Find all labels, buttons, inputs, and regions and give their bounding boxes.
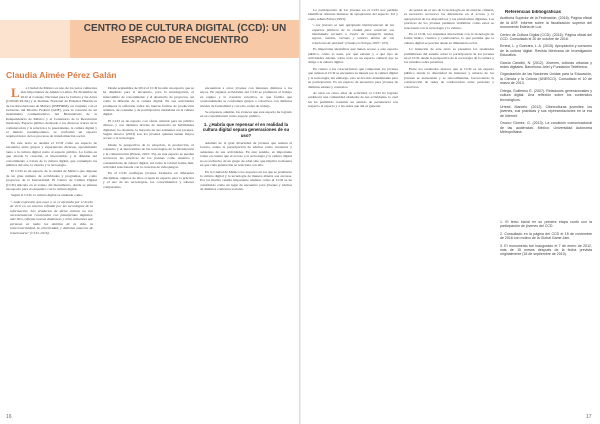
- page-number-left: 16: [6, 414, 12, 420]
- paragraph: Desde septiembre de 2012 el CCD ha sido un espacio que se ha diseñado para el encuentro, para la investigación, el intercambio de conocimiento y el desarrollo de proyectos, así como la difusión de la cultura digital. En sus actividades promueve la reflexión sobre las nuevas formas de producción artística, de consumo y de participación ciudadana en la cultura digital.: [103, 86, 194, 117]
- reference-entry: García Canclini, N. (2012). Jóvenes, culturas urbanas y redes digitales. Barcelona: Ariel y Fundación Telefónica.: [500, 60, 592, 70]
- reference-entry: Orozco Gómez, G. (2013). La condición comunicacional de las audiencias. México: Universidad Autónoma Metropolitana.: [500, 121, 592, 134]
- paragraph: Desde la perspectiva de la adopción, la producción, el consumo y el intercambio de las tecnologías de la información y la comunicación (Ernest, 2015: 35), en este espacio se pueden reconocer las prácticas de los jóvenes como usuarios y consumidores de cultura digital, así como la Global Game Jam, actividad relacionada con la creación de videojuegos.: [103, 142, 194, 169]
- left-column-2: [103, 86, 194, 408]
- references-heading: Referencias bibliográficas: [505, 10, 562, 14]
- paragraph: En el CCD, los asistentes interactúan con la tecnología de forma lúdica, creativa y colaborativa, lo que permite que la cultura digital se perciba desde su dimensión social.: [404, 32, 494, 45]
- footnote: 2. Consultado en la página del CCD el 15 de noviembre de 2016 con motivo de la Global Game Jam.: [500, 231, 592, 241]
- paragraph: Se exponen, además, los avances que este espacio ha logrado en su consolidación como espacio público.: [200, 110, 292, 119]
- paragraph: La intención de este texto es presentar los resultados preliminares del estudio sobre la participación de los jóvenes en el CCD, desde la perspectiva de la sociología de la cultura y los estudios sobre juventud.: [404, 47, 494, 65]
- footnote: 3. El monumento fue inaugurado el 7 de enero de 2012, más de 15 meses después de la fecha prevista originalmente (15 de septiembre de 2010).: [500, 243, 592, 257]
- paragraph: En la Ciudad de México los espacios en los que se promueve la cultura digital y la tecnología de manera abierta son escasos. Por tal motivo resulta importante analizar cómo el CCD se ha constituido como un lugar de encuentro para jóvenes y adultos de distintos contextos sociales.: [200, 169, 292, 192]
- paragraph: La participación de los jóvenes en el CCD nos permite identificar diversas maneras de apropiación del espacio. Tal y como señala Fabre (1993):: [308, 8, 398, 21]
- reference-entry: Ortega, Guillermo E. (2007). Relaciones generacionales y cultura digital. Una reflexión sobre los contenidos tecnológicos.: [500, 88, 592, 102]
- left-column-1: [6, 86, 97, 408]
- paragraph: Al pensar en el uso de la tecnología en un entorno cultural, es necesario reconocer las diferencias en el acceso y la apropiación de los dispositivos y las plataformas digitales. Las prácticas de los jóvenes permiten visibilizar cómo estos se relacionan con la tecnología y la cultura.: [404, 8, 494, 30]
- paragraph: encuentran a otros jóvenes con intereses distintos a los suyos. En algunas actividades del CCD se promueve el trabajo en equipo y la creación colectiva, lo que facilita que ocasionalmente se conformen grupos o colectivos con distintos niveles de formalidad y con ello, redes de trabajo.: [200, 86, 292, 108]
- author-name: Claudia Aimée Pérez Galán: [6, 70, 117, 80]
- reference-entry: Urresti, Marcelo. (2012). Ciberculturas juveniles: los jóvenes, sus prácticas y sus representaciones en la era de Internet.: [500, 104, 592, 118]
- paragraph: Entre los resultados destaca que el CCD es un espacio público donde la diversidad de intereses y saberes de los jóvenes se encuentran y se retroalimentan, favoreciendo la construcción de redes de colaboración entre personas y colectivos.: [404, 66, 494, 89]
- paragraph: Según el CCD, la cultura digital se entiende como:: [11, 193, 84, 198]
- paragraph: El CCD es un espacio con oferta cultural para un público diverso y con distintos niveles de desarrollo en habilidades digitales; no obstante, la mayoría de sus asistentes son jóvenes. Según Orozco (2013) son los jóvenes quienes tienen mayor acceso a la tecnología.: [103, 118, 194, 141]
- block-quote: "...los jóvenes se han apropiado históricamente de los espacios públicos de la ciudad para construir sus identidades sociales a través de compartir modas, signos, música, normas y valores dentro de sus relaciones de amistad" (citado en Ortega, 2007: 103).: [312, 23, 394, 45]
- right-column-1: [308, 8, 398, 408]
- paragraph: El CCD es un espacio de la ciudad de México que dispone de un gran número de actividades y programas, así como proyectos de la Universidad. El Centro de Cultura Digital (CCD) ubicado en el sótano del monumento, donde se plantea un espacio para el encuentro con la cultura digital.: [6, 169, 97, 191]
- left-page: [0, 0, 299, 424]
- paragraph: La Ciudad de México es uno de los polos culturales más importantes de América Latina. En diciembre de 2012 el Consejo Nacional para la Cultura y las Artes (CONACULTA) y el Instituto Nacional de Estudios Históricos de las Revoluciones de México (INEHRM), en conjunto con el Gobierno del Distrito Federal (GDF), para la creación de un monumento conmemorativo del Bicentenario de la Independencia de México y el Centenario de la Revolución mexicana. Espacio público dedicado a los diversos cruces de la comunicación y la relación a lo preexistente, la cultura digital y el mundo contemporáneo, se conformó un espacio arquitectónico de los procesos de transformación social.: [6, 86, 97, 139]
- article-title: CENTRO DE CULTURA DIGITAL (CCD): UN ESPACIO DE ENCUENTRO: [83, 23, 287, 46]
- reference-entry: Ernest, L. y Guevara, L. A. (2015). Apropiación y consumo de la cultura digital. Revista Mexicana de Investigación Educativa.: [500, 44, 592, 58]
- block-quote: "...toda expresión que nace o se ve afectada por el hecho de vivir en un entorno influido por las tecnologías de la información. Los productos de dicha cultura no son necesariamente construidos con plataformas digitales, más bien, reflejan nuevas dinámicas y retos culturales que permean en todos los ámbitos de la vida, la interconectividad, la colectividad, y distintas maneras de relacionarse" (CCD, 2016).: [10, 199, 93, 235]
- right-page: [301, 0, 600, 424]
- paragraph: Además de la gran diversidad de jóvenes que asisten al Centro, existe la participación de adultos como creadores y asistentes de sus actividades. En este sentido, es importante tomar en cuenta que el acceso a la tecnología y la cultura digital no es exclusivo de un grupo de edad sino que implica la manera en que cada generación se relaciona con ella.: [200, 141, 292, 168]
- references-column: [500, 10, 592, 220]
- paragraph: Al estar en cinco años de actividad, el CCD ha logrado establecer una comunidad alrededor de sus actividades, lo cual les ha permitido construir un sentido de pertenencia con respecto al espacio y a las redes que ahí se generan.: [308, 90, 398, 109]
- right-column-2: [404, 8, 494, 408]
- paragraph: Es importante identificar qué tienen acceso a este espacio público, cómo lo usan, por qué existen y a qué tipo de actividades asisten, sobre todo en un espacio cultural que se dirige a la cultura digital.: [308, 47, 398, 65]
- footnote: 1. El texto inicial en su primera etapa contó con la participación de jóvenes del CCD.: [500, 220, 592, 229]
- reference-entry: Organización de las Naciones Unidas para la Educación, la Ciencia y la Cultura (UNESCO). Consultado el 10 de marzo de 2013.: [500, 72, 592, 86]
- paragraph: En este texto se analiza el CCD como un espacio de encuentro entre grupos y experiencias diversas, aproximando tanto a la cultura digital como al espacio público. La forma en que aborda la creación, el intercambio y la difusión del conocimiento a través de la cultura digital, que contempla los ámbitos del arte, la ciencia y la tecnología.: [6, 140, 97, 167]
- reference-entry: Auditoría Superior de la Federación. (2016). Página oficial de la ASF. Informe sobre la fiscalización superior del monumento Estela de Luz.: [500, 16, 592, 30]
- paragraph: En el CCD confluyen jóvenes formados en diferentes disciplinas, algunos de ellos ocupan su espacio para la práctica y el uso de las tecnologías, los conocimientos y saberes compartidos.: [103, 171, 194, 189]
- page-number-right: 17: [586, 414, 592, 420]
- footnotes-column: [500, 220, 592, 282]
- left-column-3: [200, 86, 292, 408]
- paragraph: En cuanto a las características que comparten los jóvenes que asisten al CCD se encuentra su interés por la cultura digital y la tecnología; sin embargo, esto no ha sido determinante para su participación. Es un espacio de encuentro para jóvenes de distintas edades y contextos.: [308, 66, 398, 89]
- reference-entry: Centro de Cultura Digital (CCD). (2016). Página oficial del CCD. Consultado el 20 de octubre de 2016.: [500, 32, 592, 42]
- section-heading: 1. ¿Habría que repensar el en realidad la cultura digital separa generaciones de su uso?: [202, 121, 290, 138]
